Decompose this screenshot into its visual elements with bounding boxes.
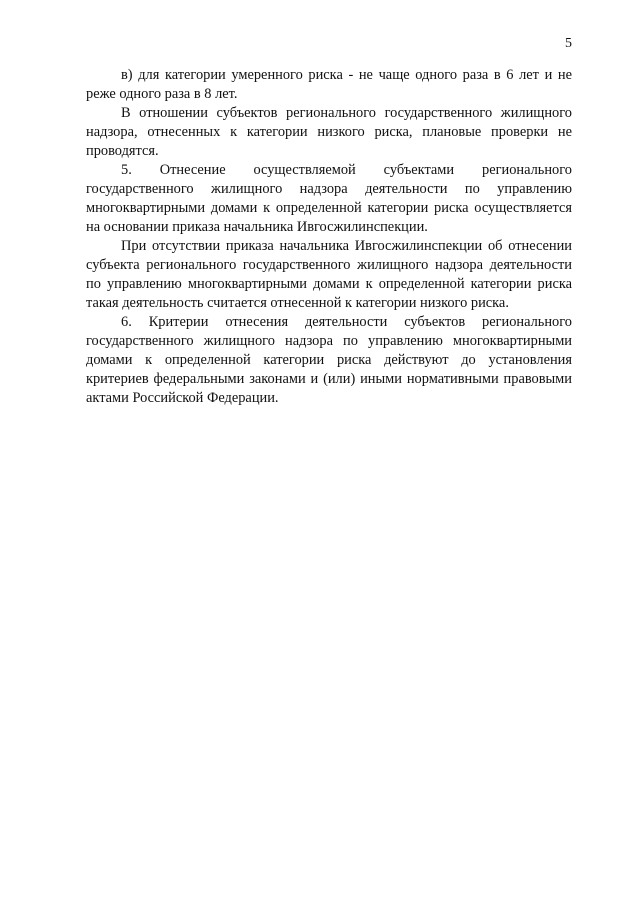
paragraph-item-6: 6. Критерии отнесения деятельности субъектов регионального государственного жилищного надзора по управлению многоквартирными домами к определенной категории риска действуют до установления критериев федеральными законами и (или) иными нормативными правовыми актами Российской Федерации. — [86, 314, 572, 406]
paragraph-item-5: 5. Отнесение осуществляемой субъектами регионального государственного жилищного надзора деятельности по управлению многоквартирными домами к определенной категории риска осуществляется на основании приказа начальника Ивгосжилинспекции. — [86, 162, 572, 235]
page-number: 5 — [565, 36, 572, 51]
paragraph-moderate-risk: в) для категории умеренного риска - не чаще одного раза в 6 лет и не реже одного раза в 8 лет. — [86, 67, 572, 102]
paragraph-low-risk: В отношении субъектов регионального государственного жилищного надзора, отнесенных к категории низкого риска, плановые проверки не проводятся. — [86, 105, 572, 159]
document-body — [86, 66, 572, 408]
paragraph-no-order: При отсутствии приказа начальника Ивгосжилинспекции об отнесении субъекта регионального государственного жилищного надзора деятельности по управлению многоквартирными домами к определенной категории риска такая деятельность считается отнесенной к категории низкого риска. — [86, 238, 572, 311]
